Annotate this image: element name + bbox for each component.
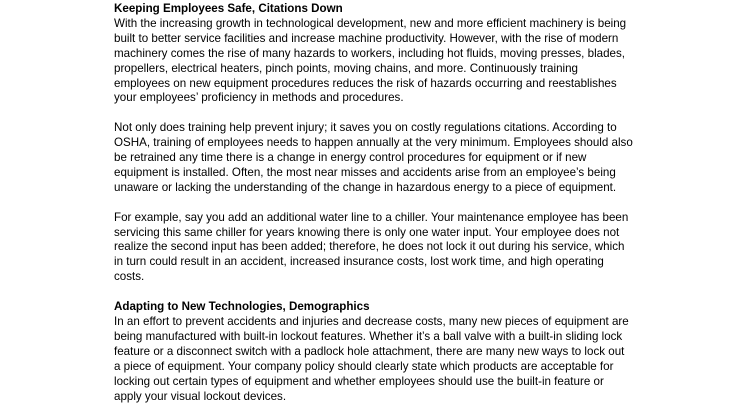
paragraph: Not only does training help prevent injury; it saves you on costly regulations citations. According to OSHA, training of employees needs to happen annually at the very minimum. Employees should also be retrained any time there is a change in energy control procedures for equipment or if new equipment is installed. Often, the most near misses and accidents arise from an employee’s being unaware or lacking the understanding of the change in hazardous energy to a piece of equipment.	[114, 121, 633, 194]
paragraph: In an effort to prevent accidents and injuries and decrease costs, many new pieces of equipment are being manufactured with built-in lockout features. Whether it’s a ball valve with a built-in sliding lock feature or a disconnect switch with a padlock hole attachment, there are many new ways to lock out a piece of equipment. Your company policy should clearly state which products are acceptable for locking out certain types of equipment and whether employees should use the built-in feature or apply your visual lockout devices.	[114, 314, 629, 403]
section-adapting-to-new-technologies	[114, 300, 634, 404]
paragraph: For example, say you add an additional water line to a chiller. Your maintenance employee has been servicing this same chiller for years knowing there is only one water input. Your employee does not realize the second input has been added; therefore, he does not lock it out during his service, which in turn could result in an accident, increased insurance costs, lost work time, and high operating costs.	[114, 210, 629, 284]
section-heading: Keeping Employees Safe, Citations Down	[114, 2, 343, 15]
paragraph: With the increasing growth in technological development, new and more efficient machinery is being built to better service facilities and increase machine productivity. However, with the rise of modern machinery comes the rise of many hazards to workers, including hot fluids, moving presses, blades, propellers, electrical heaters, pinch points, moving chains, and more. Continuously training employees on new equipment procedures reduces the risk of hazards occurring and reestablishes your employees’ proficiency in methods and procedures.	[114, 16, 627, 105]
document-page	[114, 0, 634, 404]
section-heading: Adapting to New Technologies, Demographics	[114, 300, 370, 314]
section-keeping-employees-safe	[114, 0, 634, 300]
